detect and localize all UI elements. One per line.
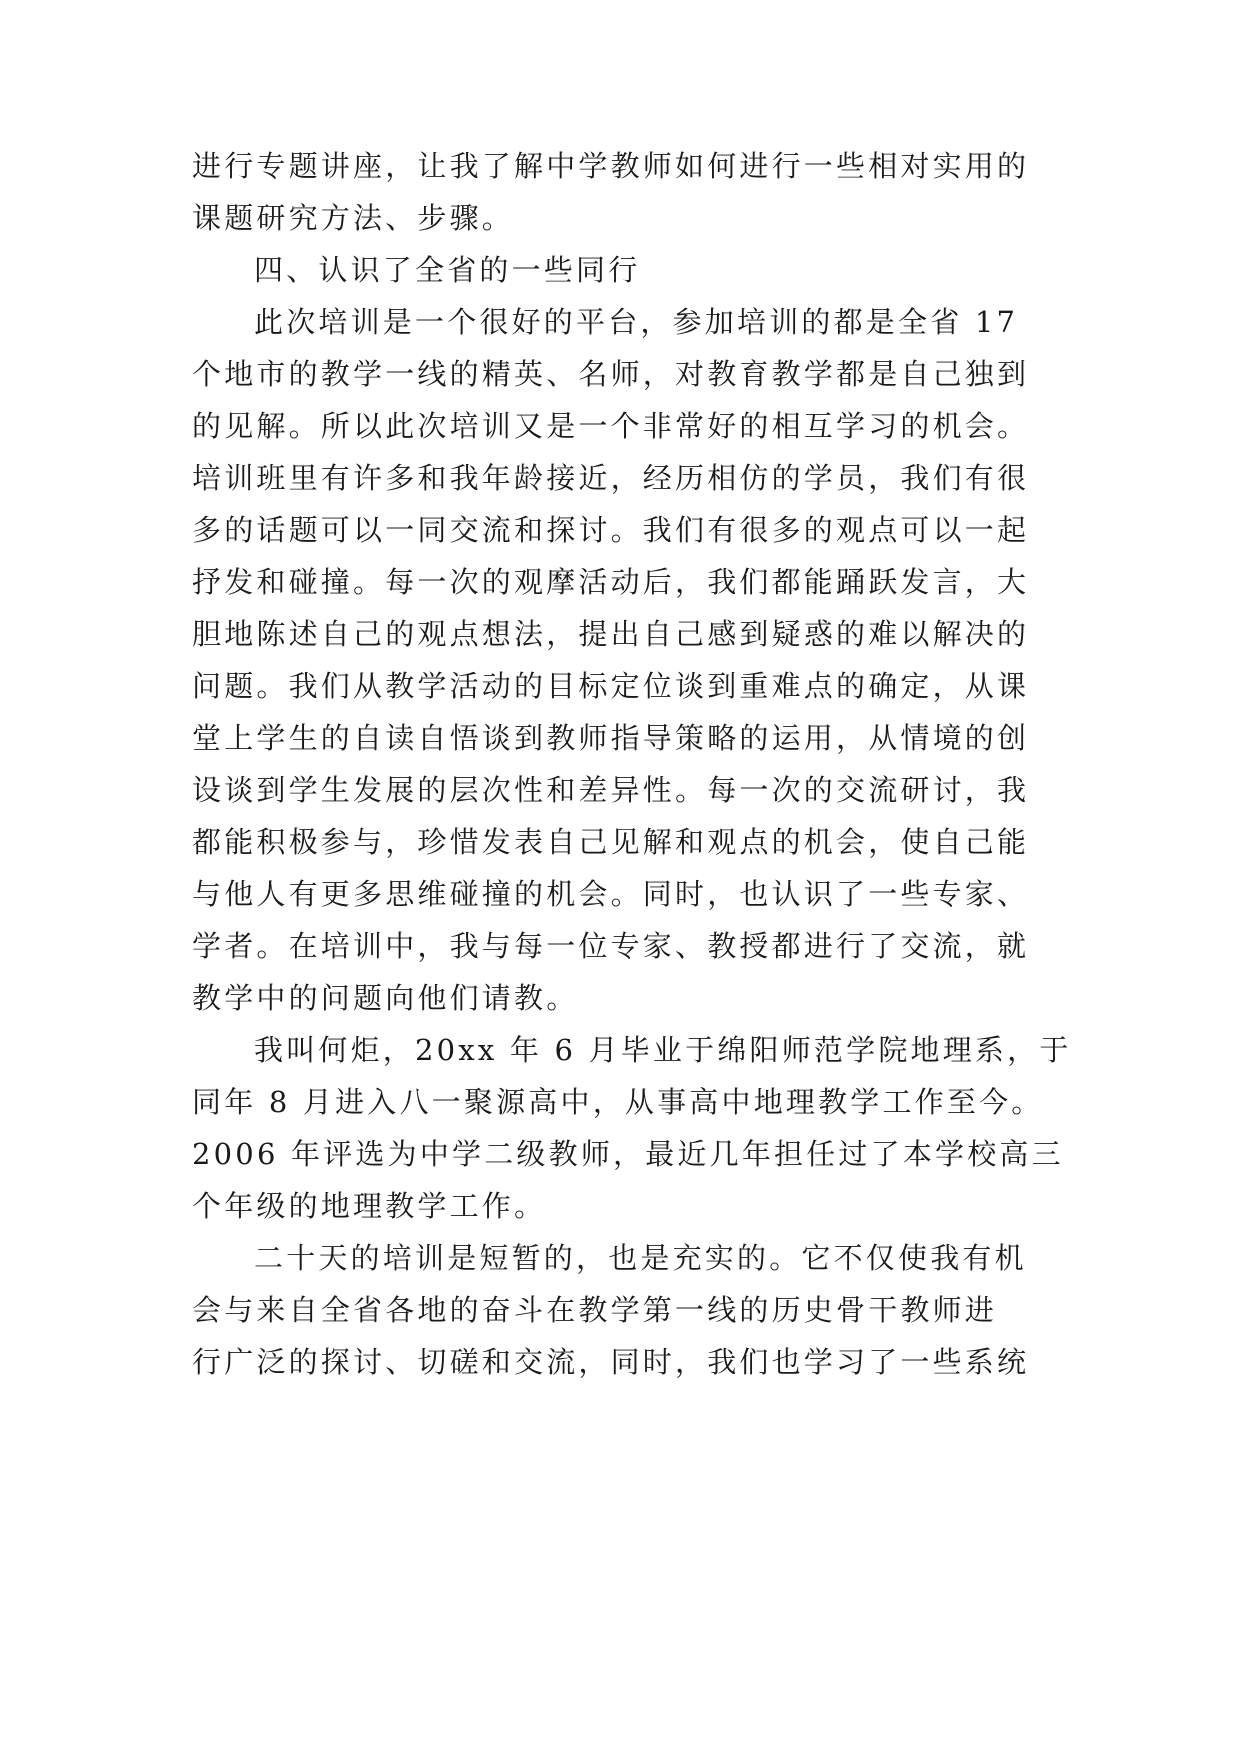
text-line: 个地市的教学一线的精英、名师，对教育教学都是自己独到 [192,357,1030,391]
text-line: 学者。在培训中，我与每一位专家、教授都进行了交流，就 [192,929,1030,963]
text-line: 胆地陈述自己的观点想法，提出自己感到疑惑的难以解决的 [192,617,1030,651]
text-line: 多的话题可以一同交流和探讨。我们有很多的观点可以一起 [192,513,1030,547]
text-line: 此次培训是一个很好的平台，参加培训的都是全省 17 [254,305,1019,339]
text-line: 的见解。所以此次培训又是一个非常好的相互学习的机会。 [192,409,1030,443]
text-line: 课题研究方法、步骤。 [192,201,515,235]
text-line: 抒发和碰撞。每一次的观摩活动后，我们都能踊跃发言，大 [192,565,1030,599]
text-line: 进行专题讲座，让我了解中学教师如何进行一些相对实用的 [192,149,1030,183]
text-line: 我叫何炬，20xx 年 6 月毕业于绵阳师范学院地理系，于 [254,1033,1072,1067]
text-line: 会与来自全省各地的奋斗在教学第一线的历史骨干教师进 [192,1293,998,1327]
text-line: 设谈到学生发展的层次性和差异性。每一次的交流研讨，我 [192,773,1030,807]
text-line: 都能积极参与，珍惜发表自己见解和观点的机会，使自己能 [192,825,1030,859]
text-line: 二十天的培训是短暂的，也是充实的。它不仅使我有机 [254,1241,1027,1275]
text-line: 培训班里有许多和我年龄接近，经历相仿的学员，我们有很 [192,461,1030,495]
text-line: 堂上学生的自读自悟谈到教师指导策略的运用，从情境的创 [192,721,1030,755]
text-line: 教学中的问题向他们请教。 [192,981,579,1015]
text-line: 与他人有更多思维碰撞的机会。同时，也认识了一些专家、 [192,877,1030,911]
text-line: 2006 年评选为中学二级教师，最近几年担任过了本学校高三 [192,1137,1064,1171]
text-line: 个年级的地理教学工作。 [192,1189,547,1223]
section-heading: 四、认识了全省的一些同行 [254,253,641,287]
text-line: 行广泛的探讨、切磋和交流，同时，我们也学习了一些系统 [192,1345,1030,1379]
text-line: 同年 8 月进入八一聚源高中，从事高中地理教学工作至今。 [192,1085,1044,1119]
text-line: 问题。我们从教学活动的目标定位谈到重难点的确定，从课 [192,669,1030,703]
